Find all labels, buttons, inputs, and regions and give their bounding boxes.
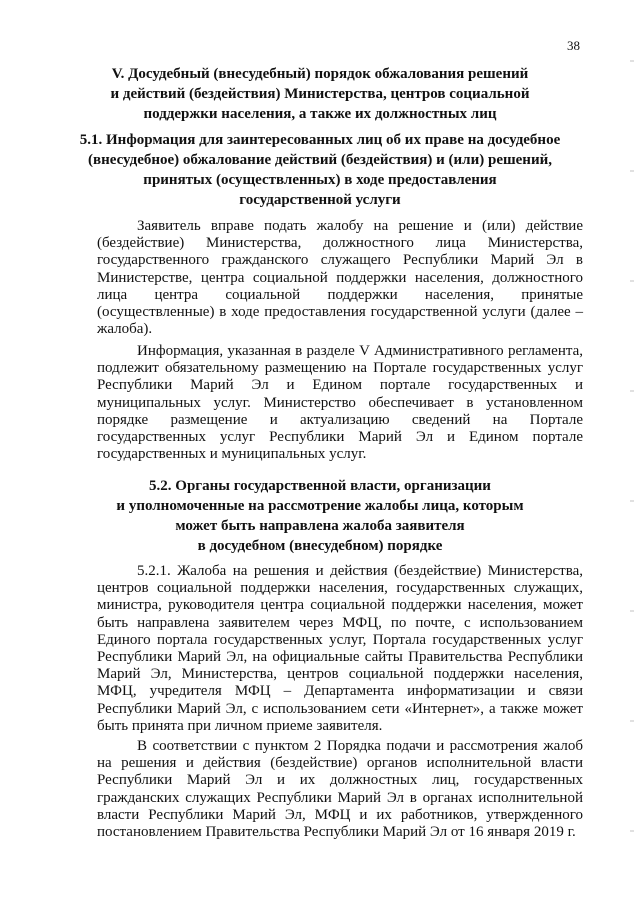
heading-line: 5.1. Информация для заинтересованных лиц об их праве на досудебное: [79, 132, 561, 148]
scan-margin-marks: [630, 0, 634, 905]
heading-line: 5.2. Органы государственной власти, организации: [149, 478, 491, 494]
heading-line: государственной услуги: [239, 192, 401, 208]
subsection-5-1-heading: [70, 130, 570, 210]
section-v-heading: [80, 64, 560, 124]
paragraph-information-placement: Информация, указанная в разделе V Административного регламента, подлежит обязательному размещению на Портале государственных услуг Республики Марий Эл и Едином портале государственных и муниципальных услуг. Министерство обеспечивает в установленном порядке размещение и актуализацию сведений на Портале государственных услуг Республики Марий Эл и Едином портале государственных и муниципальных услуг.: [97, 343, 583, 463]
heading-line: (внесудебное) обжалование действий (бездействия) и (или) решений,: [88, 152, 552, 168]
heading-line: и уполномоченные на рассмотрение жалобы лица, которым: [116, 498, 524, 514]
page-number: 38: [567, 38, 580, 53]
paragraph-complaint-right: Заявитель вправе подать жалобу на решение и (или) действие (бездействие) Министерства, должностного лица Министерства, государственного гражданского служащего Республики Марий Эл в Министерстве, центра социальной поддержки населения, должностного лица центра социальной поддержки населения, принятые (осуществленные) в ходе предоставления государственной услуги (далее – жалоба).: [97, 218, 583, 338]
heading-line: может быть направлена жалоба заявителя: [175, 518, 465, 534]
heading-line: V. Досудебный (внесудебный) порядок обжалования решений: [111, 66, 529, 82]
heading-line: и действий (бездействия) Министерства, центров социальной: [110, 86, 530, 102]
heading-line: поддержки населения, а также их должностных лиц: [143, 106, 497, 122]
paragraph-procedure-reference: В соответствии с пунктом 2 Порядка подачи и рассмотрения жалоб на решения и действия (бездействие) органов исполнительной власти Республики Марий Эл и их должностных лиц, государственных гражданских служащих Республики Марий Эл в органах исполнительной власти Республики Марий Эл, МФЦ и их работников, утвержденного постановлением Правительства Республики Марий Эл от 16 января 2019 г.: [97, 738, 583, 841]
subsection-5-2-heading: [80, 476, 560, 556]
heading-line: в досудебном (внесудебном) порядке: [197, 538, 443, 554]
paragraph-5-2-1: 5.2.1. Жалоба на решения и действия (бездействие) Министерства, центров социальной поддержки населения, государственных служащих, министра, руководителя центра социальной поддержки населения, может быть направлена заявителем через МФЦ, по почте, с использованием Единого портала государственных услуг, Портала государственных услуг Республики Марий Эл, на официальные сайты Правительства Республики Марий Эл, Министерства, центров социальной поддержки населения, МФЦ, учредителя МФЦ – Департамента информатизации и связи Республики Марий Эл, с использованием сети «Интернет», а также может быть принята при личном приеме заявителя.: [97, 563, 583, 734]
heading-line: принятых (осуществленных) в ходе предоставления: [143, 172, 497, 188]
